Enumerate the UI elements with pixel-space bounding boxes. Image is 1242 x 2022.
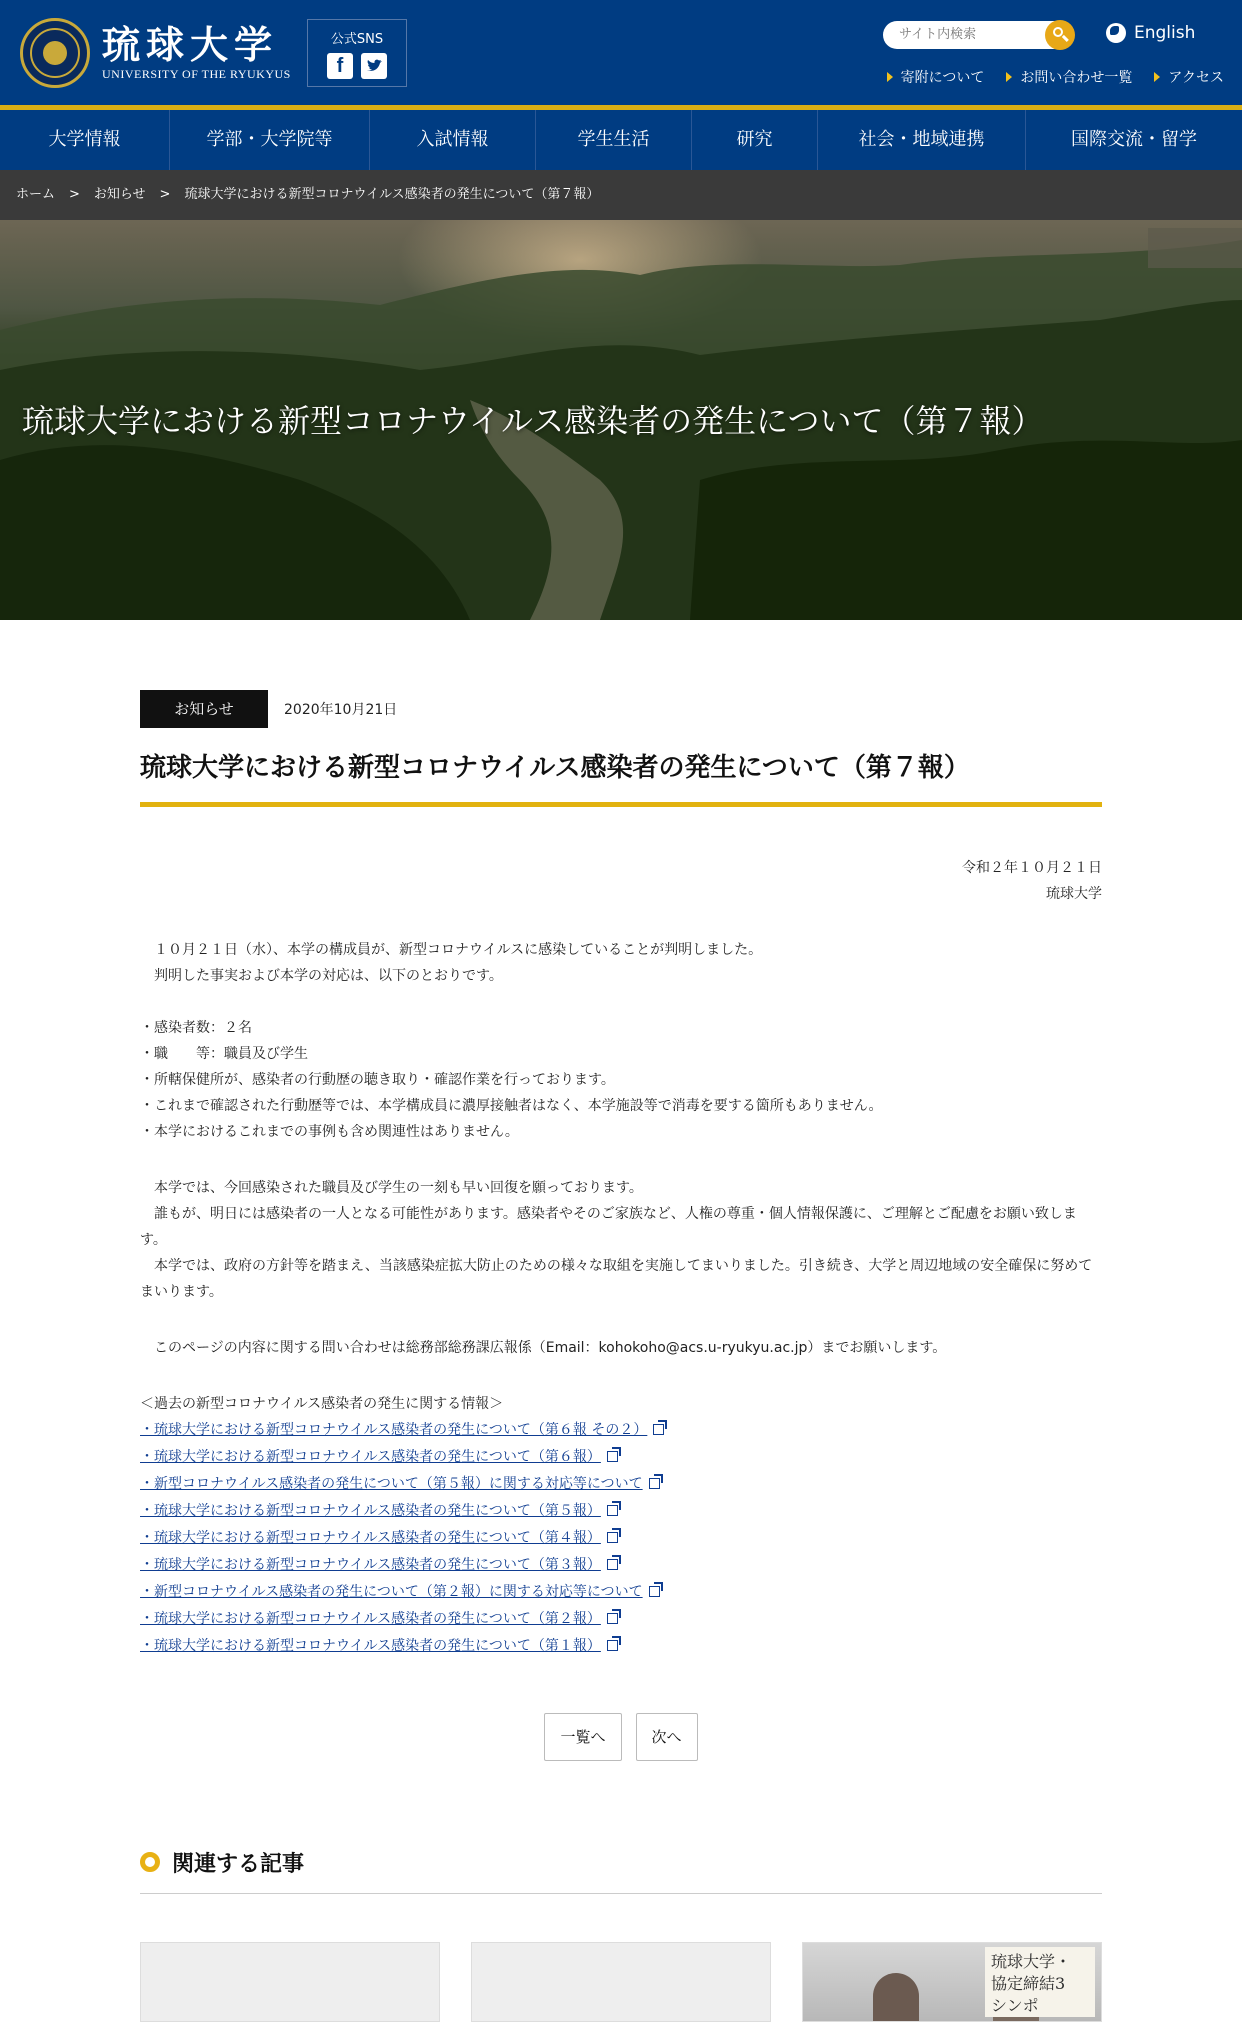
related-article-card[interactable] <box>140 1942 440 2022</box>
arrow-right-icon <box>1006 72 1012 82</box>
past-report-link[interactable]: ・琉球大学における新型コロナウイルス感染者の発生について（第１報） <box>140 1633 1102 1660</box>
breadcrumb: ホーム > お知らせ > 琉球大学における新型コロナウイルス感染者の発生について（第７報） <box>0 170 1242 220</box>
past-info-heading: ＜過去の新型コロナウイルス感染者の発生に関する情報＞ <box>140 1396 504 1412</box>
external-link-icon <box>607 1532 618 1543</box>
hero-title: 琉球大学における新型コロナウイルス感染者の発生について（第７報） <box>22 402 1044 440</box>
body-paragraph: 本学では、政府の方針等を踏まえ、当該感染症拡大防止のための様々な取組を実施してまいりました。引き続き、大学と周辺地域の安全確保に努めてまいります。 <box>140 1258 1093 1300</box>
english-label: English <box>1134 23 1196 43</box>
search-input[interactable] <box>897 26 1041 43</box>
external-link-icon <box>607 1613 618 1624</box>
breadcrumb-home[interactable]: ホーム <box>16 187 56 202</box>
english-link[interactable] <box>1106 23 1195 43</box>
past-report-link[interactable]: ・琉球大学における新型コロナウイルス感染者の発生について（第４報） <box>140 1525 1102 1552</box>
event-sign: 琉球大学・ 協定締結3 シンポ <box>985 1947 1095 2017</box>
past-report-link[interactable]: ・琉球大学における新型コロナウイルス感染者の発生について（第５報） <box>140 1498 1102 1525</box>
fact-item: ・これまで確認された行動歴等では、本学構成員に濃厚接触者はなく、本学施設等で消毒を要する箇所もありません。 <box>140 1098 883 1114</box>
nav-community[interactable]: 社会・地域連携 <box>818 110 1026 170</box>
circle-bullet-icon <box>140 1852 160 1872</box>
twitter-icon[interactable] <box>361 53 387 79</box>
article-body <box>140 937 1102 1660</box>
external-link-icon <box>649 1478 660 1489</box>
body-paragraph: １０月２１日（水）、本学の構成員が、新型コロナウイルスに感染していることが判明しました。 <box>140 942 763 958</box>
past-report-link[interactable]: ・琉球大学における新型コロナウイルス感染者の発生について（第６報） <box>140 1444 1102 1471</box>
hero-banner <box>0 220 1242 620</box>
related-articles <box>140 1845 1102 2015</box>
category-badge[interactable]: お知らせ <box>140 690 268 728</box>
utility-links <box>887 67 1224 87</box>
back-to-list-button[interactable]: 一覧へ <box>544 1713 621 1761</box>
past-reports-list <box>140 1417 1102 1660</box>
article-meta <box>140 690 1102 728</box>
related-header <box>140 1845 1102 1894</box>
nav-research[interactable]: 研究 <box>692 110 818 170</box>
donation-link[interactable]: 寄附について <box>887 67 985 87</box>
breadcrumb-news[interactable]: お知らせ <box>93 187 146 202</box>
external-link-icon <box>649 1586 660 1597</box>
external-link-icon <box>607 1505 618 1516</box>
fact-item: ・感染者数：２名 <box>140 1020 252 1036</box>
university-logo[interactable] <box>20 16 291 90</box>
nav-admissions[interactable]: 入試情報 <box>370 110 536 170</box>
article <box>140 690 1102 1660</box>
article-title: 琉球大学における新型コロナウイルス感染者の発生について（第７報） <box>140 748 1102 807</box>
fact-item: ・職 等：職員及び学生 <box>140 1046 308 1062</box>
site-header <box>0 0 1242 105</box>
article-pager <box>0 1713 1242 1761</box>
nav-student-life[interactable]: 学生生活 <box>536 110 692 170</box>
site-search-box <box>883 21 1073 49</box>
nav-faculties[interactable]: 学部・大学院等 <box>170 110 370 170</box>
past-report-link[interactable]: ・琉球大学における新型コロナウイルス感染者の発生について（第３報） <box>140 1552 1102 1579</box>
related-title: 関連する記事 <box>172 1851 305 1877</box>
logo-english-name: UNIVERSITY OF THE RYUKYUS <box>102 67 291 81</box>
arrow-right-icon <box>887 72 893 82</box>
external-link-icon <box>653 1424 664 1435</box>
nav-international[interactable]: 国際交流・留学 <box>1071 129 1197 150</box>
facebook-icon[interactable]: f <box>327 53 353 79</box>
publish-date: 2020年10月21日 <box>284 702 398 718</box>
past-report-link[interactable]: ・新型コロナウイルス感染者の発生について（第２報）に関する対応等について <box>140 1579 1102 1606</box>
fact-item: ・本学におけるこれまでの事例も含め関連性はありません。 <box>140 1124 519 1140</box>
arrow-right-icon <box>1154 72 1160 82</box>
breadcrumb-current: 琉球大学における新型コロナウイルス感染者の発生について（第７報） <box>184 187 600 202</box>
signature-date: 令和２年１０月２１日 <box>962 860 1102 876</box>
past-report-link[interactable]: ・新型コロナウイルス感染者の発生について（第５報）に関する対応等について <box>140 1471 1102 1498</box>
external-link-icon <box>607 1451 618 1462</box>
past-report-link[interactable]: ・琉球大学における新型コロナウイルス感染者の発生について（第６報 その２） <box>140 1417 1102 1444</box>
related-article-card[interactable] <box>802 1942 1102 2022</box>
logo-japanese-name: 琉球大学 <box>102 22 279 67</box>
fact-item: ・所轄保健所が、感染者の行動歴の聴き取り・確認作業を行っております。 <box>140 1072 615 1088</box>
related-article-card[interactable] <box>471 1942 771 2022</box>
external-link-icon <box>607 1640 618 1651</box>
access-link[interactable]: アクセス <box>1154 67 1224 87</box>
globe-icon <box>1106 23 1126 43</box>
body-paragraph: 本学では、今回感染された職員及び学生の一刻も早い回復を願っております。 <box>140 1180 643 1196</box>
official-sns-box <box>307 19 407 87</box>
external-link-icon <box>607 1559 618 1570</box>
contact-paragraph: このページの内容に関する問い合わせは総務部総務課広報係（Email：kohokoho@acs.u-ryukyu.ac.jp）までお願いします。 <box>140 1340 947 1356</box>
body-paragraph: 判明した事実および本学の対応は、以下のとおりです。 <box>140 968 503 984</box>
past-report-link[interactable]: ・琉球大学における新型コロナウイルス感染者の発生について（第２報） <box>140 1606 1102 1633</box>
university-seal-icon <box>20 18 90 88</box>
next-article-button[interactable]: 次へ <box>636 1713 698 1761</box>
sns-label: 公式SNS <box>330 32 384 47</box>
person-photo <box>873 1973 919 2022</box>
signature <box>140 855 1102 907</box>
search-button[interactable] <box>1045 20 1075 50</box>
body-paragraph: 誰もが、明日には感染者の一人となる可能性があります。感染者やそのご家族など、人権の尊重・個人情報保護に、ご理解とご配慮をお願い致します。 <box>140 1206 1077 1248</box>
main-nav <box>0 110 1242 170</box>
nav-university-info[interactable]: 大学情報 <box>0 110 170 170</box>
signature-org: 琉球大学 <box>1046 886 1102 902</box>
contact-list-link[interactable]: お問い合わせ一覧 <box>1006 67 1132 87</box>
